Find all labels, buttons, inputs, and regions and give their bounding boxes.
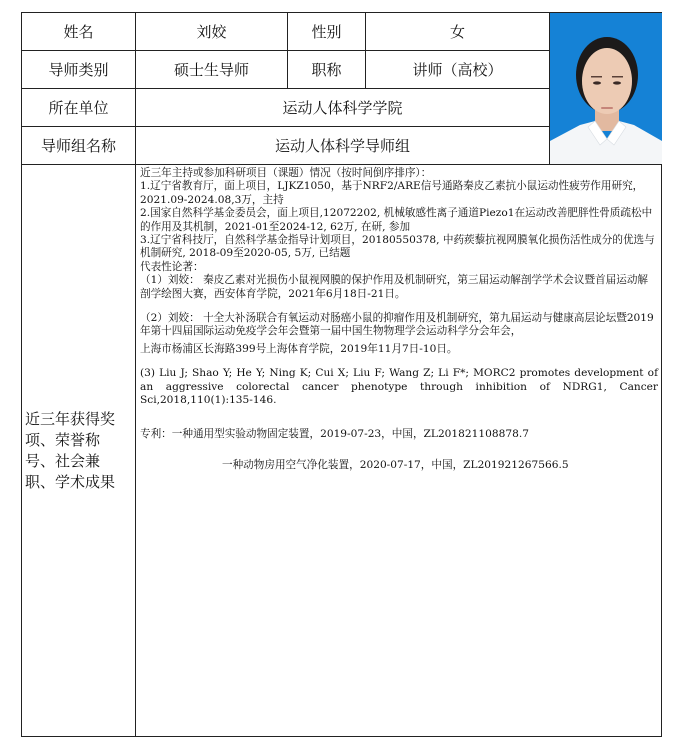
group-label: 导师组名称 [40,137,116,155]
paper-item: （1）刘姣： 秦皮乙素对光损伤小鼠视网膜的保护作用及机制研究，第三届运动解剖学学术会议暨首届运动解剖学绘图大赛，西安体育学院，2021年6月18日-21日。 [140,274,649,300]
projects-heading: 近三年主持或参加科研项目（课题）情况（按时间倒序排序）： [140,167,432,179]
spacer [140,356,658,367]
paper-item: (3) Liu J; Shao Y; He Y; Ning K; Cui X; Liu F; Wang Z; Li F*; MORC2 promotes development of an aggressive colorectal cancer phenotype through inhibition of NDRG1, Cancer Sci,2018,110(1):135-146. [140,367,658,407]
patent-item: 专利：一种通用型实验动物固定装置，2019-07-23，中国，ZL201821108878.7 [140,427,529,440]
spacer [140,301,658,312]
unit-value: 运动人体科学学院 [282,99,403,117]
name-value: 刘姣 [196,23,227,41]
title-label: 职称 [311,61,342,79]
project-item: 3.辽宁省科技厅，自然科学基金指导计划项目，20180550378, 中药蒺藜抗视网膜氧化损伤活性成分的优选与机制研究, 2018-09至2020-05, 5万, 已结题 [140,234,655,260]
project-item: 1.辽宁省教育厅，面上项目，LJKZ1050，基于NRF2/ARE信号通路秦皮乙素抗小鼠运动性疲劳作用研究，2021.09-2024.08,3万，主持 [140,180,644,206]
portrait-image [550,13,662,164]
spacer [140,408,658,428]
patent-item: 一种动物房用空气净化装置，2020-07-17，中国，ZL201921267566.5 [222,458,569,471]
achievements-label: 近三年获得奖项、荣誉称号、社会兼职、学术成果 [25,410,116,491]
group-value: 运动人体科学导师组 [274,137,410,155]
unit-label: 所在单位 [48,99,109,117]
name-label: 姓名 [63,23,94,41]
title-value: 讲师（高校） [412,61,503,79]
profile-photo [550,13,662,164]
spacer [140,441,658,459]
achievements-content [136,165,662,472]
gender-value: 女 [449,23,465,41]
papers-heading: 代表性论著： [140,260,204,273]
project-item: 2.国家自然科学基金委员会，面上项目,12072202, 机械敏感性离子通道Piezo1在运动改善肥胖性骨质疏松中的作用及其机制，2021-01至2024-12, 62万, 在研, 参加 [140,207,653,233]
gender-label: 性别 [311,23,342,41]
profile-table [21,12,662,737]
advisor-type-value: 硕士生导师 [173,61,249,79]
advisor-type-label: 导师类别 [48,61,109,79]
paper-item: （2）刘姣： 十全大补汤联合有氧运动对肠癌小鼠的抑瘤作用及机制研究，第九届运动与健康高层论坛暨2019年第十四届国际运动免疫学会年会暨第一届中国生物物理学会运动科学分会年会， [140,312,654,338]
paper-item-continuation: 上海市杨浦区长海路399号上海体育学院，2019年11月7日-10日。 [140,342,458,355]
achievements-label-cell [22,165,135,737]
